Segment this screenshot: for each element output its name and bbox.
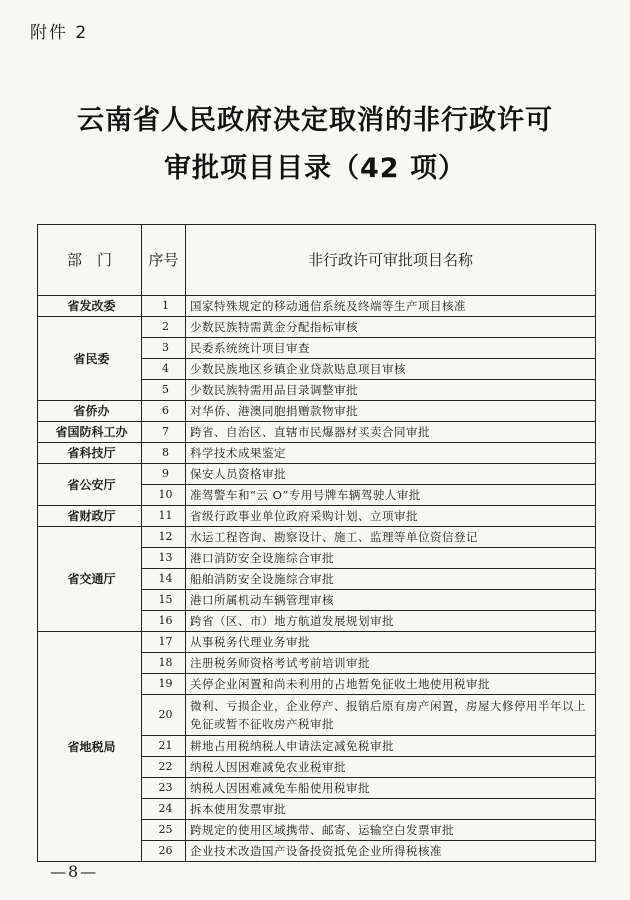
document-title-line-2: 审批项目目录（42 项） (164, 153, 466, 184)
item-name-cell: 少数民族地区乡镇企业贷款贴息项目审核 (186, 359, 596, 380)
attachment-label: 附件 2 (30, 23, 89, 43)
department-cell: 省侨办 (38, 401, 142, 422)
serial-number-cell: 15 (142, 590, 186, 611)
serial-number-cell: 7 (142, 422, 186, 443)
approval-items-table (37, 224, 596, 862)
header-item-name: 非行政许可审批项目名称 (186, 225, 596, 296)
item-name-cell: 耕地占用税纳税人申请法定减免税审批 (186, 736, 596, 757)
header-department: 部 门 (38, 225, 142, 296)
serial-number-cell: 17 (142, 632, 186, 653)
item-name-cell: 省级行政事业单位政府采购计划、立项审批 (186, 506, 596, 527)
serial-number-cell: 14 (142, 569, 186, 590)
item-name-cell: 跨省、自治区、直辖市民爆器材买卖合同审批 (186, 422, 596, 443)
table-row (38, 506, 596, 527)
serial-number-cell: 8 (142, 443, 186, 464)
serial-number-cell: 12 (142, 527, 186, 548)
serial-number-cell: 1 (142, 296, 186, 317)
department-cell: 省地税局 (38, 632, 142, 862)
item-name-cell: 保安人员资格审批 (186, 464, 596, 485)
serial-number-cell: 23 (142, 778, 186, 799)
department-cell: 省财政厅 (38, 506, 142, 527)
item-name-cell: 微利、亏损企业，企业停产、报销后原有房产闲置，房屋大修停用半年以上免征或暂不征收房产税审批 (186, 695, 596, 736)
serial-number-cell: 25 (142, 820, 186, 841)
item-name-cell: 港口消防安全设施综合审批 (186, 548, 596, 569)
serial-number-cell: 20 (142, 695, 186, 736)
serial-number-cell: 16 (142, 611, 186, 632)
serial-number-cell: 11 (142, 506, 186, 527)
serial-number-cell: 9 (142, 464, 186, 485)
item-name-cell: 从事税务代理业务审批 (186, 632, 596, 653)
department-cell: 省公安厅 (38, 464, 142, 506)
serial-number-cell: 19 (142, 674, 186, 695)
serial-number-cell: 24 (142, 799, 186, 820)
table-row (38, 464, 596, 485)
table-row (38, 422, 596, 443)
serial-number-cell: 2 (142, 317, 186, 338)
item-name-cell: 纳税人因困难减免农业税审批 (186, 757, 596, 778)
serial-number-cell: 5 (142, 380, 186, 401)
item-name-cell: 跨规定的使用区域携带、邮寄、运输空白发票审批 (186, 820, 596, 841)
item-name-cell: 跨省（区、市）地方航道发展规划审批 (186, 611, 596, 632)
item-name-cell: 注册税务师资格考试考前培训审批 (186, 653, 596, 674)
item-name-cell: 国家特殊规定的移动通信系统及终端等生产项目核准 (186, 296, 596, 317)
table-body (38, 296, 596, 862)
serial-number-cell: 4 (142, 359, 186, 380)
department-cell: 省国防科工办 (38, 422, 142, 443)
table-row (38, 527, 596, 548)
item-name-cell: 水运工程咨询、勘察设计、施工、监理等单位资信登记 (186, 527, 596, 548)
department-cell: 省科技厅 (38, 443, 142, 464)
serial-number-cell: 18 (142, 653, 186, 674)
table-row (38, 632, 596, 653)
table-row (38, 401, 596, 422)
item-name-cell: 船舶消防安全设施综合审批 (186, 569, 596, 590)
item-name-cell: 少数民族特需用品目录调整审批 (186, 380, 596, 401)
department-cell: 省发改委 (38, 296, 142, 317)
item-name-cell: 科学技术成果鉴定 (186, 443, 596, 464)
item-name-cell: 拆本使用发票审批 (186, 799, 596, 820)
item-name-cell: 少数民族特需黄金分配指标审核 (186, 317, 596, 338)
page-number: —8— (50, 862, 99, 881)
serial-number-cell: 6 (142, 401, 186, 422)
table-row (38, 443, 596, 464)
serial-number-cell: 13 (142, 548, 186, 569)
table-row (38, 317, 596, 338)
serial-number-cell: 3 (142, 338, 186, 359)
department-cell: 省交通厅 (38, 527, 142, 632)
serial-number-cell: 22 (142, 757, 186, 778)
department-cell: 省民委 (38, 317, 142, 401)
item-name-cell: 关停企业闲置和尚未利用的占地暂免征收土地使用税审批 (186, 674, 596, 695)
table-row (38, 296, 596, 317)
item-name-cell: 对华侨、港澳同胞捐赠款物审批 (186, 401, 596, 422)
item-name-cell: 港口所属机动车辆管理审核 (186, 590, 596, 611)
item-name-cell: 纳税人因困难减免车船使用税审批 (186, 778, 596, 799)
table-header-row (38, 225, 596, 296)
item-name-cell: 企业技术改造国产设备投资抵免企业所得税核准 (186, 841, 596, 862)
item-name-cell: 民委系统统计项目审查 (186, 338, 596, 359)
item-name-cell: 准驾警车和“云 O”专用号牌车辆驾驶人审批 (186, 485, 596, 506)
serial-number-cell: 21 (142, 736, 186, 757)
serial-number-cell: 10 (142, 485, 186, 506)
serial-number-cell: 26 (142, 841, 186, 862)
header-serial-number: 序号 (142, 225, 186, 296)
document-title-line-1: 云南省人民政府决定取消的非行政许可 (77, 105, 553, 136)
